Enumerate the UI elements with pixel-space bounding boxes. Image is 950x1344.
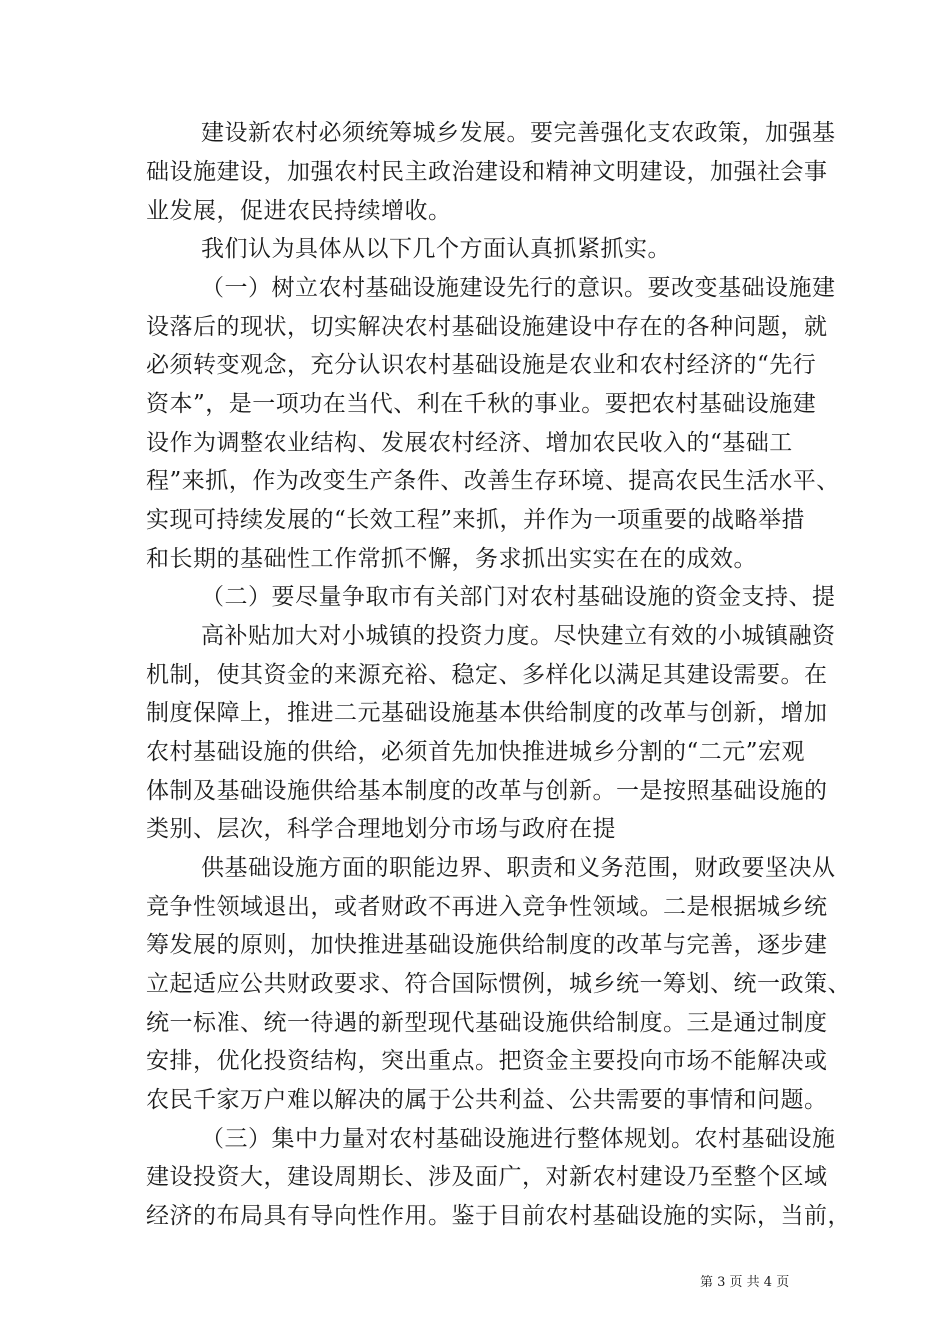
text-line: 和长期的基础性工作常抓不懈，务求抓出实实在在的成效。	[146, 546, 757, 572]
text-line: 建设投资大，建设周期长、涉及面广，对新农村建设乃至整个区域	[146, 1164, 828, 1190]
text-line: 设作为调整农业结构、发展农村经济、增加农民收入的“基础工	[146, 430, 793, 456]
text-line: 制度保障上，推进二元基础设施基本供给制度的改革与创新，增加	[146, 700, 828, 726]
text-line: 经济的布局具有导向性作用。鉴于目前农村基础设施的实际，当前，	[146, 1203, 851, 1229]
page-number: 第 3 页 共 4 页	[700, 1275, 790, 1290]
text-line: 业发展，促进农民持续增收。	[146, 198, 452, 224]
text-line: 程”来抓，作为改变生产条件、改善生存环境、提高农民生活水平、	[146, 468, 840, 494]
text-line: 统一标准、统一待遇的新型现代基础设施供给制度。三是通过制度	[146, 1010, 828, 1036]
text-line: 资本”，是一项功在当代、利在千秋的事业。要把农村基础设施建	[146, 391, 817, 417]
text-line: 类别、层次，科学合理地划分市场与政府在提	[146, 816, 616, 842]
text-line: 实现可持续发展的“长效工程”来抓，并作为一项重要的战略举措	[146, 507, 806, 533]
text-line: 体制及基础设施供给基本制度的改革与创新。一是按照基础设施的	[146, 778, 828, 804]
text-line: 设落后的现状，切实解决农村基础设施建设中存在的各种问题，就	[146, 314, 828, 340]
text-line: 农民千家万户难以解决的属于公共利益、公共需要的事情和问题。	[146, 1087, 828, 1113]
text-line: 我们认为具体从以下几个方面认真抓紧抓实。	[201, 236, 671, 262]
text-line: 础设施建设，加强农村民主政治建设和精神文明建设，加强社会事	[146, 159, 828, 185]
text-line: 机制，使其资金的来源充裕、稳定、多样化以满足其建设需要。在	[146, 662, 828, 688]
text-line: 立起适应公共财政要求、符合国际惯例，城乡统一筹划、统一政策、	[146, 971, 851, 997]
text-line: 竞争性领域退出，或者财政不再进入竞争性领域。二是根据城乡统	[146, 894, 828, 920]
text-line: （三）集中力量对农村基础设施进行整体规划。农村基础设施	[201, 1126, 836, 1152]
text-line: 必须转变观念，充分认识农村基础设施是农业和农村经济的“先行	[146, 352, 817, 378]
text-line: 筹发展的原则，加快推进基础设施供给制度的改革与完善，逐步建	[146, 932, 828, 958]
text-line: 供基础设施方面的职能边界、职责和义务范围，财政要坚决从	[201, 855, 836, 881]
text-line: 高补贴加大对小城镇的投资力度。尽快建立有效的小城镇融资	[201, 623, 836, 649]
text-line: 安排，优化投资结构，突出重点。把资金主要投向市场不能解决或	[146, 1048, 828, 1074]
text-line: 建设新农村必须统筹城乡发展。要完善强化支农政策，加强基	[201, 120, 836, 146]
text-line: （一）树立农村基础设施建设先行的意识。要改变基础设施建	[201, 275, 836, 301]
text-line: 农村基础设施的供给，必须首先加快推进城乡分割的“二元”宏观	[146, 739, 806, 765]
text-line: （二）要尽量争取市有关部门对农村基础设施的资金支持、提	[201, 584, 836, 610]
